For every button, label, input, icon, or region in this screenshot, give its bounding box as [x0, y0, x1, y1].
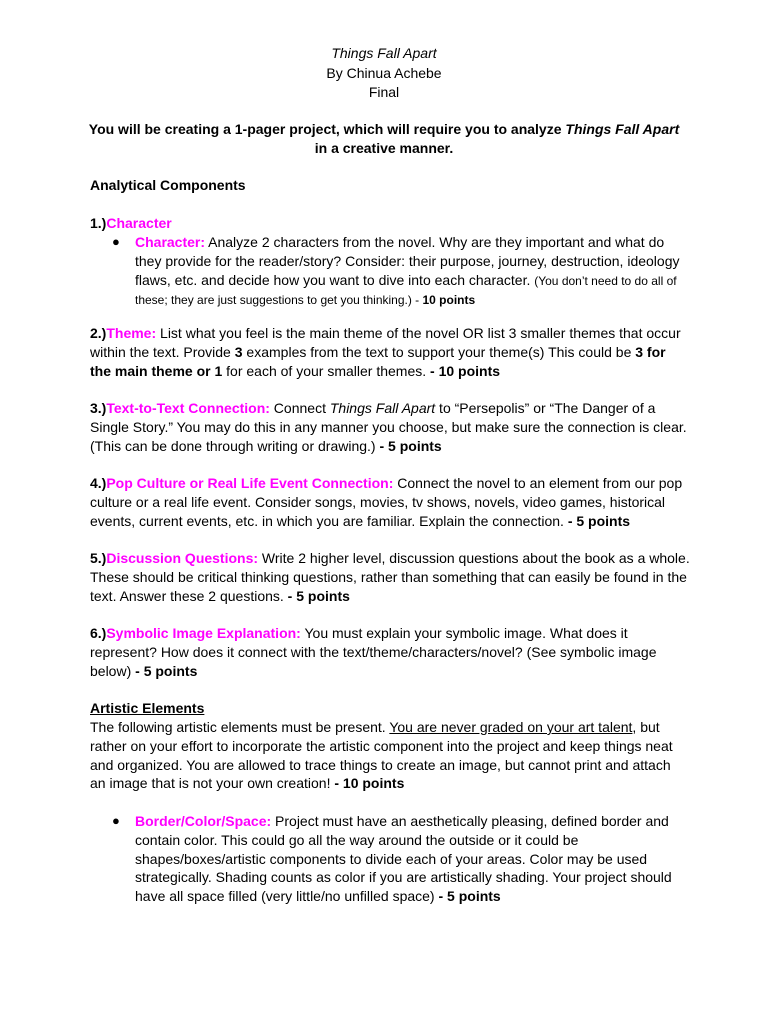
intro-statement [0, 120, 768, 158]
section-5-text: Write 2 higher level, discussion questions about the book as a whole. These should be critical thinking questions, rather than something that can easily be found in the text. Answer these 2 questions. [90, 550, 690, 604]
section-6-points: - 5 points [135, 662, 198, 679]
section-3-text-1: Connect [269, 400, 330, 416]
section-2-points: - 10 points [430, 362, 501, 379]
section-4-text: Connect the novel to an element from our pop culture or a real life event. Consider songs, movies, tv shows, novels, video games, historical events, current events, etc. in which you are familiar. Explain the connection. [90, 475, 683, 529]
section-1-number: 1.) [90, 215, 107, 231]
section-1-bullet-text: Analyze 2 characters from the novel. Why are they important and what do they provide for the reader/story? Consider: their purpose, journey, destruction, ideology flaws, etc. and decide how you want to dive into each character. [135, 234, 680, 288]
section-5 [90, 549, 690, 605]
section-3-points: - 5 points [379, 437, 442, 454]
artistic-heading-wrap [90, 699, 690, 718]
section-2-text-3: for each of your smaller themes. [222, 362, 431, 379]
subtitle-final: Final [368, 84, 400, 100]
section-2-number: 2.) [90, 325, 107, 341]
book-title: Things Fall Apart [331, 45, 437, 61]
section-6-text: You must explain your symbolic image. What does it represent? How does it connect with the text/theme/characters/novel? (See symbolic image below) [90, 625, 657, 679]
artistic-bullet-points: - 5 points [438, 888, 501, 905]
section-6 [90, 624, 690, 680]
section-3-book: Things Fall Apart [329, 400, 436, 416]
section-4-number: 4.) [90, 475, 107, 491]
section-2-title: Theme: [106, 325, 157, 341]
artistic-text-1: The following artistic elements must be present. [90, 719, 390, 735]
section-1-bullet-label: Character: [135, 234, 206, 250]
section-1-points: 10 points [422, 293, 476, 308]
artistic-underlined: You are never graded on your art talent [389, 719, 633, 735]
section-5-title: Discussion Questions: [106, 550, 259, 566]
artistic-text-2: , but rather on your effort to incorporate the artistic component into the project and keep things neat and organized. You are allowed to trace things to create an image, but cannot print and attach an image that is not your own creation! [90, 719, 673, 792]
intro-book-title: Things Fall Apart [565, 121, 680, 137]
section-3 [90, 399, 690, 455]
section-1-heading [90, 214, 690, 233]
analytical-heading: Analytical Components [90, 177, 246, 193]
section-1-title: Character [106, 215, 172, 231]
section-6-number: 6.) [90, 625, 107, 641]
section-4-title: Pop Culture or Real Life Event Connection: [106, 475, 394, 491]
section-5-number: 5.) [90, 550, 107, 566]
section-2 [90, 324, 690, 380]
artistic-bullet-text: Project must have an aesthetically pleasing, defined border and contain color. This could go all the way around the outside or it could be shapes/boxes/artistic components to divide each of your areas. Color may be used strategically. Shading counts as color if you are artistically shading. Your project should have all space filled (very little/no unfilled space) [135, 813, 672, 905]
section-1-bullet [135, 233, 680, 310]
section-4-points: - 5 points [567, 512, 631, 529]
section-3-text-2: to “Persepolis” or “The Danger of a Single Story.” You may do this in any manner you choose, but make sure the connection is clear. (This can be done through writing or drawing.) [90, 400, 687, 454]
artistic-heading: Artistic Elements [90, 700, 205, 716]
artistic-points: - 10 points [334, 775, 405, 792]
section-2-bold-2: 3 for the main theme or 1 [90, 343, 666, 379]
author-line: By Chinua Achebe [326, 65, 442, 81]
section-3-title: Text-to-Text Connection: [106, 400, 270, 416]
bullet-dot-icon: ● [112, 813, 120, 828]
section-2-text-2: examples from the text to support your theme(s) This could be [242, 343, 636, 360]
bullet-dot-icon: ● [112, 234, 120, 249]
section-2-bold-1: 3 [234, 343, 243, 360]
section-4 [90, 474, 690, 530]
section-1-note: (You don’t need to do all of these; they are just suggestions to get you thinking.) - [135, 273, 677, 308]
section-3-number: 3.) [90, 400, 107, 416]
artistic-bullet-label: Border/Color/Space: [135, 813, 272, 829]
section-5-points: - 5 points [287, 587, 350, 604]
intro-text-1: You will be creating a 1-pager project, which will require you to analyze [88, 121, 566, 137]
section-6-title: Symbolic Image Explanation: [106, 625, 301, 641]
artistic-paragraph [90, 718, 690, 793]
artistic-bullet [135, 812, 680, 906]
intro-text-2: in a creative manner. [314, 140, 454, 156]
section-2-text-1: List what you feel is the main theme of the novel OR list 3 smaller themes that occur within the text. Provide [90, 325, 681, 360]
